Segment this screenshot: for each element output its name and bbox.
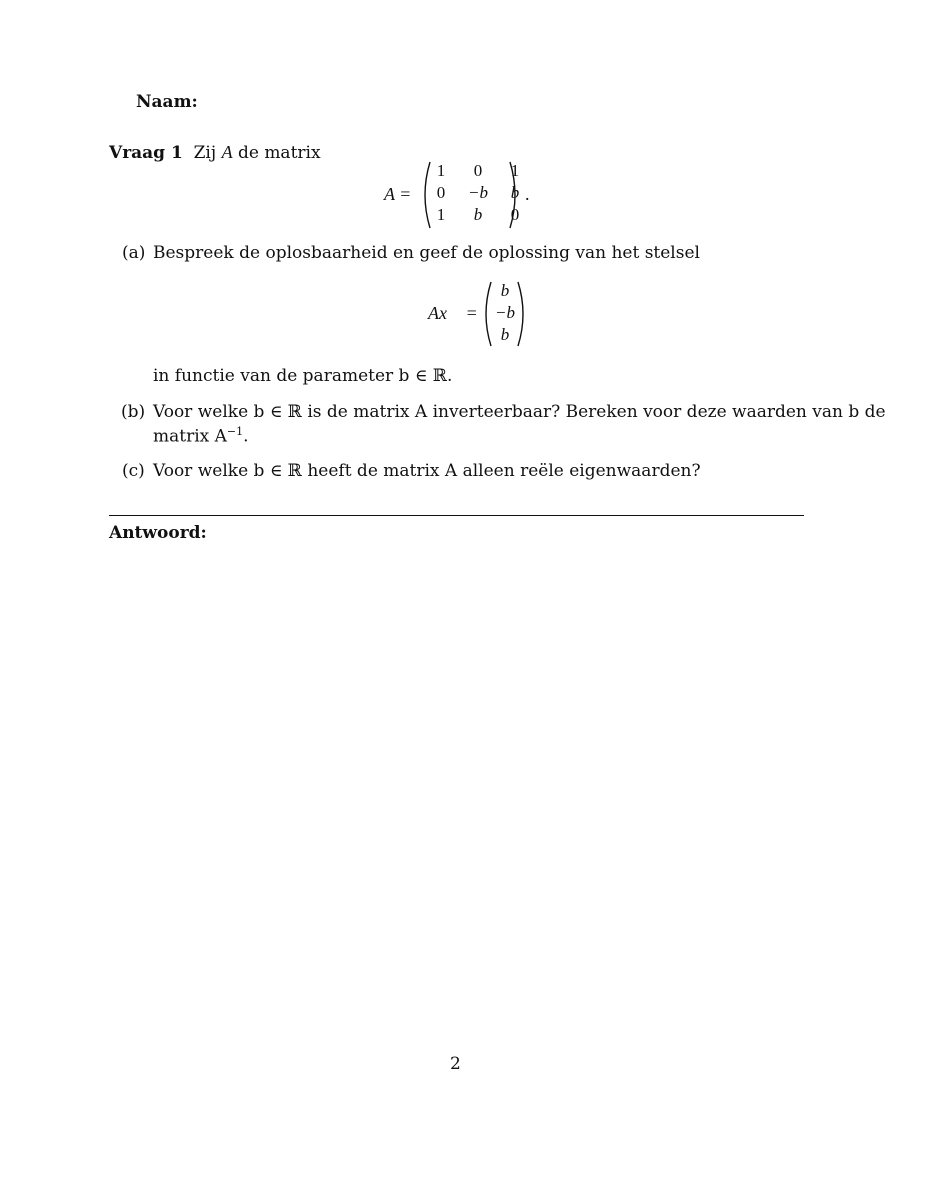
question-intro: Vraag 1 Zij A de matrix: [109, 142, 321, 163]
right-paren-icon: [514, 280, 530, 348]
matrix-cell: 1: [510, 161, 520, 180]
matrix-cell: 0: [473, 161, 483, 180]
matrix-lhs: A =: [384, 184, 412, 204]
matrix-cell: b: [510, 183, 520, 202]
part-b-line2: matrix $A^{-1}$.: [153, 425, 249, 447]
part-b-label: (b): [121, 402, 146, 422]
vector-entry: −b: [495, 303, 515, 322]
answer-label: Antwoord:: [109, 523, 207, 543]
right-paren-icon: [506, 160, 522, 230]
matrix-cell: −b: [468, 183, 488, 202]
question-label: Vraag 1: [109, 143, 183, 163]
matrix-cell: 1: [436, 161, 446, 180]
page-number: 2: [450, 1054, 461, 1074]
vector-entry: b: [500, 325, 510, 344]
matrix-cell: 0: [510, 205, 520, 224]
part-c-label: (c): [122, 461, 145, 481]
system-lhs: Ax⃗ =: [428, 303, 478, 323]
matrix-cell: 1: [436, 205, 446, 224]
name-label: Naam:: [136, 92, 198, 112]
matrix-period: .: [525, 184, 530, 204]
part-a-text: Bespreek de oplosbaarheid en geef de oplossing van het stelsel: [153, 243, 700, 263]
part-b-line1: Voor welke b ∈ ℝ is de matrix A inverteerbaar? Bereken voor deze waarden van b de: [153, 402, 886, 422]
part-a-after: in functie van de parameter b ∈ ℝ.: [153, 366, 453, 386]
answer-divider: [109, 515, 804, 516]
matrix-cell: b: [473, 205, 483, 224]
part-a-label: (a): [122, 243, 146, 263]
part-c-text: Voor welke b ∈ ℝ heeft de matrix A alleen reële eigenwaarden?: [153, 461, 701, 481]
matrix-cell: 0: [436, 183, 446, 202]
vector-entry: b: [500, 281, 510, 300]
